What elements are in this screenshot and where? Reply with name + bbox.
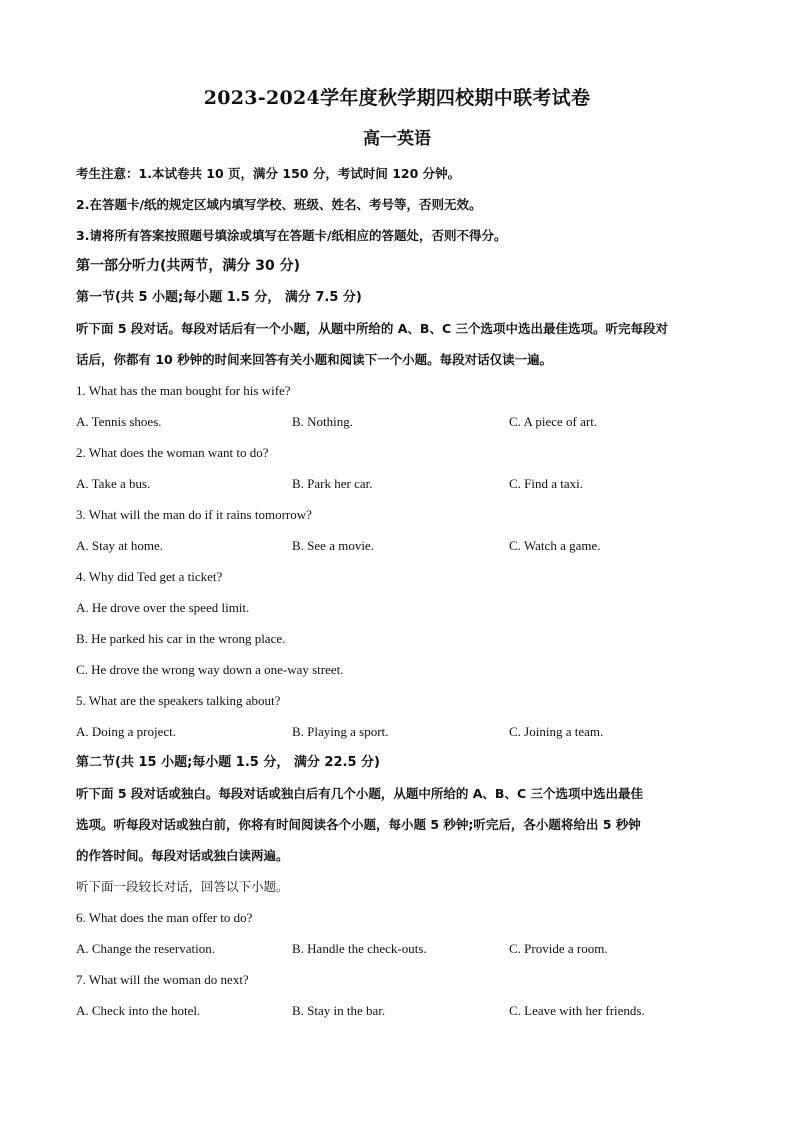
question-5-option-c: C. Joining a team.: [509, 724, 604, 739]
question-2: 2. What does the woman want to do?: [76, 445, 269, 460]
question-3-option-a: A. Stay at home.: [76, 538, 164, 553]
section2-lead: 听下面一段较长对话，回答以下小题。: [76, 879, 289, 894]
question-1-options: [76, 406, 718, 437]
question-1-option-b: B. Nothing.: [292, 414, 354, 429]
question-1: 1. What has the man bought for his wife?: [76, 383, 291, 398]
question-6-option-a: A. Change the reservation.: [76, 941, 215, 956]
question-1-option-a: A. Tennis shoes.: [76, 414, 162, 429]
note-3: 3.请将所有答案按照题号填涂或填写在答题卡/纸相应的答题处，否则不得分。: [76, 228, 507, 243]
question-6-option-c: C. Provide a room.: [509, 941, 608, 956]
exam-title: 2023-2024学年度秋学期四校期中联考试卷: [203, 87, 591, 109]
question-6-option-b: B. Handle the check-outs.: [292, 941, 427, 956]
note-1: 考生注意：1.本试卷共 10 页，满分 150 分，考试时间 120 分钟。: [76, 166, 461, 181]
question-7-option-c: C. Leave with her friends.: [509, 1003, 645, 1018]
section1-instruction-1: 听下面 5 段对话。每段对话后有一个小题，从题中所给的 A、B、C 三个选项中选出最佳选项。听完每段对: [76, 321, 668, 336]
section2-instruction-2: 选项。听每段对话或独白前，你将有时间阅读各个小题，每小题 5 秒钟;听完后，各小题将给出 5 秒钟: [76, 817, 641, 832]
question-5-option-a: A. Doing a project.: [76, 724, 177, 739]
question-2-options: [76, 468, 718, 499]
question-6-options: [76, 933, 718, 964]
exam-subtitle: 高一英语: [363, 129, 431, 149]
question-2-option-c: C. Find a taxi.: [509, 476, 584, 491]
section2-instruction-1: 听下面 5 段对话或独白。每段对话或独白后有几个小题，从题中所给的 A、B、C 三个选项中选出最佳: [76, 786, 643, 801]
question-3-option-b: B. See a movie.: [292, 538, 374, 553]
question-4-option-b: B. He parked his car in the wrong place.: [76, 631, 286, 646]
question-7-option-b: B. Stay in the bar.: [292, 1003, 386, 1018]
question-5: 5. What are the speakers talking about?: [76, 693, 281, 708]
question-5-option-b: B. Playing a sport.: [292, 724, 389, 739]
question-3: 3. What will the man do if it rains tomorrow?: [76, 507, 312, 522]
question-4: 4. Why did Ted get a ticket?: [76, 569, 223, 584]
question-3-option-c: C. Watch a game.: [509, 538, 601, 553]
section2-title: 第二节(共 15 小题;每小题 1.5 分， 满分 22.5 分): [76, 755, 380, 770]
section1-title: 第一节(共 5 小题;每小题 1.5 分， 满分 7.5 分): [76, 290, 362, 305]
question-4-option-c: C. He drove the wrong way down a one-way street.: [76, 662, 344, 677]
question-1-option-c: C. A piece of art.: [509, 414, 598, 429]
question-5-options: [76, 716, 718, 747]
question-6: 6. What does the man offer to do?: [76, 910, 253, 925]
question-7-options: [76, 995, 718, 1026]
section1-instruction-2: 话后，你都有 10 秒钟的时间来回答有关小题和阅读下一个小题。每段对话仅读一遍。: [76, 352, 553, 367]
question-4-option-a: A. He drove over the speed limit.: [76, 600, 250, 615]
question-7: 7. What will the woman do next?: [76, 972, 249, 987]
question-2-option-b: B. Park her car.: [292, 476, 373, 491]
note-2: 2.在答题卡/纸的规定区域内填写学校、班级、姓名、考号等，否则无效。: [76, 197, 482, 212]
section2-instruction-3: 的作答时间。每段对话或独白读两遍。: [76, 848, 289, 863]
question-3-options: [76, 530, 718, 561]
part1-title: 第一部分听力(共两节，满分 30 分): [76, 258, 301, 274]
question-2-option-a: A. Take a bus.: [76, 476, 151, 491]
question-7-option-a: A. Check into the hotel.: [76, 1003, 201, 1018]
